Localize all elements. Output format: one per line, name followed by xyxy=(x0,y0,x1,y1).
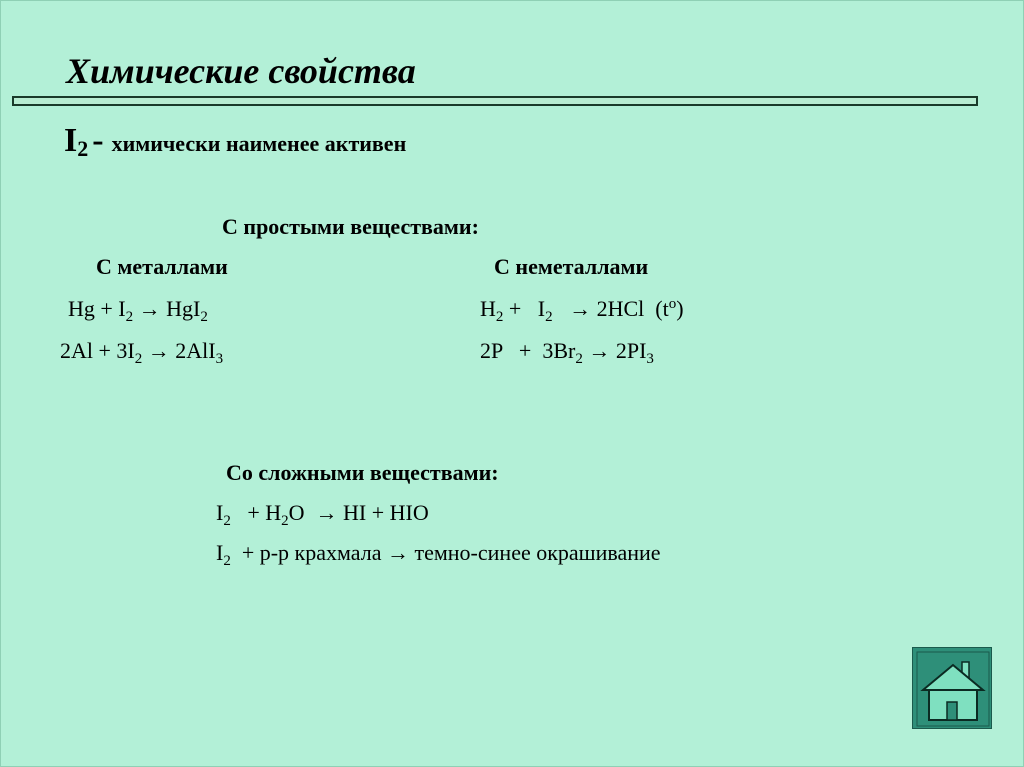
reaction-metal-al: $2Al + 3I_2 \to 2AlI_3$ xyxy=(60,338,224,367)
complex-substances-heading: Со сложными веществами: xyxy=(226,460,499,485)
subheading xyxy=(64,122,406,160)
reaction-nonmetal-h2: $H_2 + I_2 \to 2HCl$ $(t^o)$ xyxy=(480,296,684,325)
subheading-text: химически наименее активен xyxy=(111,131,407,156)
title-divider xyxy=(12,96,978,106)
iodine-symbol: $I_2$ xyxy=(64,122,89,161)
reaction-nonmetal-p: $2P + 3Br_2 \to 2PI_3$ xyxy=(480,338,654,367)
home-button[interactable] xyxy=(912,647,992,729)
simple-substances-heading: С простыми веществами: xyxy=(222,214,479,239)
slide-title: Химические свойства xyxy=(66,51,416,91)
dash: - xyxy=(92,122,104,159)
nonmetals-heading: С неметаллами xyxy=(494,254,649,279)
reaction-water: $I_2 + H_2O$ → HI + HIO xyxy=(216,500,429,529)
home-icon xyxy=(913,648,993,730)
reaction-metal-hg: $Hg + I_2 \to HgI_2$ xyxy=(68,296,208,325)
reaction-starch: $I_2 + р-р$ крахмала → темно-синее окрашивание xyxy=(216,540,661,569)
metals-heading: С металлами xyxy=(96,254,228,279)
